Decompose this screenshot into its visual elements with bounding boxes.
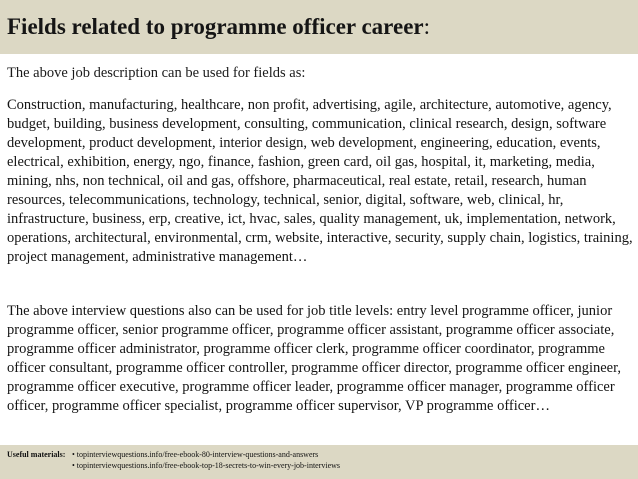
page-title bbox=[7, 12, 430, 42]
footer-label: Useful materials: bbox=[7, 450, 66, 459]
job-titles-paragraph: The above interview questions also can be used for job title levels: entry level programme officer, junior programme officer, senior programme officer, programme officer assistant, programme officer associate, programme officer administrator, programme officer clerk, programme officer coordinator, programme officer consultant, programme officer controller, programme officer director, programme officer engineer, programme officer executive, programme officer leader, programme officer manager, programme officer officer, programme officer specialist, programme officer supervisor, VP programme officer… bbox=[7, 303, 621, 414]
footer-links bbox=[72, 449, 340, 471]
page-title-text: Fields related to programme officer career bbox=[7, 14, 424, 39]
title-bar bbox=[0, 0, 638, 54]
intro-text: The above job description can be used for fields as: bbox=[7, 65, 306, 81]
page-title-suffix: : bbox=[423, 14, 430, 39]
footer-link-ebook-80-questions[interactable]: • topinterviewquestions.info/free-ebook-80-interview-questions-and-answers bbox=[72, 450, 319, 459]
fields-paragraph: Construction, manufacturing, healthcare, non profit, advertising, agile, architecture, automotive, agency, budget, building, business development, consulting, communication, clinical research, design, software development, product development, interior design, web development, engineering, education, events, electrical, exhibition, energy, ngo, finance, fashion, green card, oil gas, hospital, it, marketing, media, mining, nhs, non technical, oil and gas, offshore, pharmaceutical, real estate, retail, research, human resources, telecommunications, technology, technical, senior, digital, software, web, clinical, hr, infrastructure, business, erp, creative, ict, hvac, sales, quality management, uk, implementation, network, operations, architectural, environmental, crm, website, interactive, security, supply chain, logistics, training, project management, administrative management… bbox=[7, 97, 633, 265]
footer-link-ebook-18-secrets[interactable]: • topinterviewquestions.info/free-ebook-top-18-secrets-to-win-every-job-interviews bbox=[72, 461, 341, 470]
footer-bar bbox=[0, 445, 638, 479]
